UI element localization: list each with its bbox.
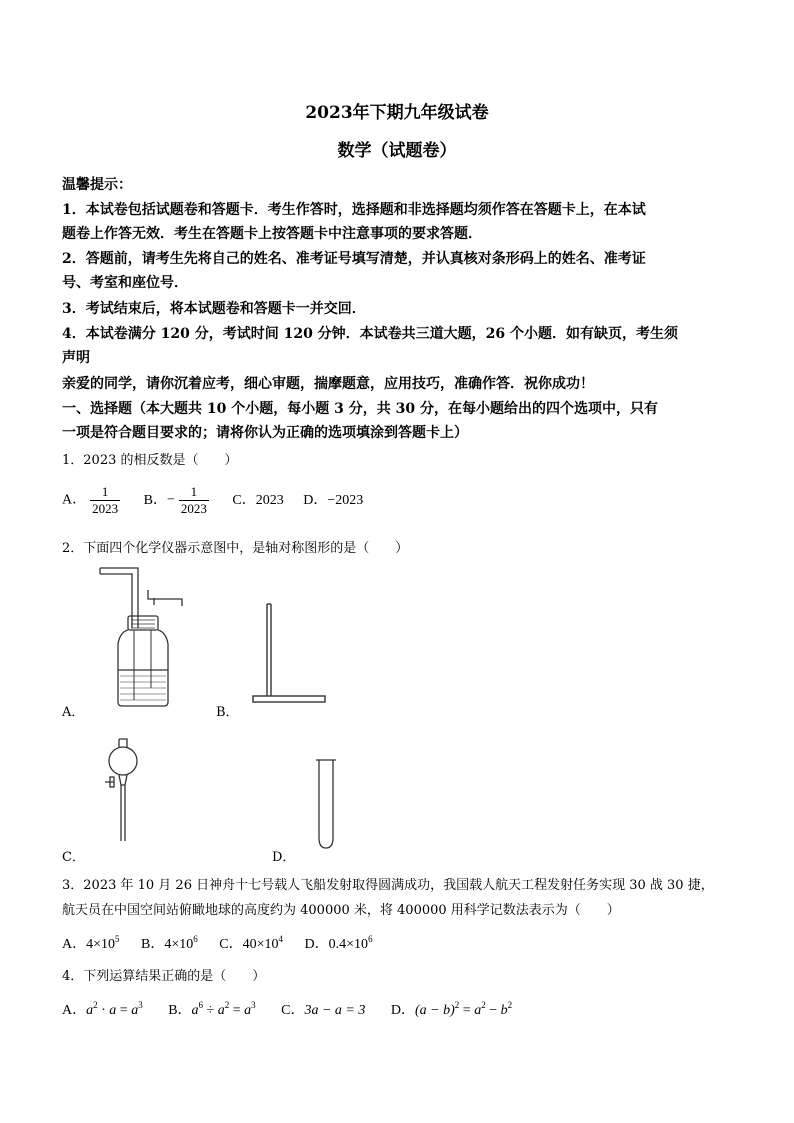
- q3-option-d: D．$0.4\times 10^6$: [304, 934, 373, 952]
- q3-option-c: C．$40\times 10^4$: [219, 934, 284, 952]
- q2-option-a-label: A．: [62, 705, 85, 720]
- q1-option-d: D．−2023: [303, 492, 364, 508]
- exam-subtitle: 数学（试题卷）: [337, 141, 457, 161]
- q3-stem-line-2: 航天员在中国空间站俯瞰地球的高度约为 400000 米，将 400000 用科学记数法表示为（ ）: [62, 903, 620, 918]
- q4-option-c: C．3a − a = 3: [281, 1003, 366, 1018]
- iron-stand-figure: [245, 600, 335, 710]
- section1-heading-line-2: 一项是符合题目要求的；请将你认为正确的选项填涂到答题卡上）: [62, 425, 468, 441]
- tip-2-line-2: 号、考室和座位号．: [62, 275, 188, 291]
- tip-4-line-2: 声明: [62, 350, 90, 366]
- tip-2-line-1: 2．答题前，请考生先将自己的姓名、准考证号填写清楚，并认真核对条形码上的姓名、准考证: [62, 251, 646, 267]
- tip-3: 3．考试结束后，将本试题卷和答题卡一并交回．: [62, 301, 366, 317]
- tip-1-line-1: 1．本试卷包括试题卷和答题卡．考生作答时，选择题和非选择题均须作答在答题卡上，在本试: [62, 202, 646, 218]
- q1-option-c: C．2023: [232, 492, 284, 508]
- q2-option-c-label: C．: [62, 850, 85, 865]
- q4-option-b: B．$a^6 \div a^2 = a^3$: [168, 1000, 256, 1018]
- q4-option-a: A．$a^2 \cdot a = a^3$: [62, 1000, 143, 1018]
- q3-option-a: A．$4\times 10^5$: [62, 934, 120, 952]
- q3-option-b: B．$4\times 10^6$: [141, 934, 198, 952]
- q3-stem-line-1: 3．2023 年 10 月 26 日神舟十七号载人飞船发射取得圆满成功，我国载人航天工程发射任务实现 30 战 30 捷，: [62, 878, 714, 893]
- q2-option-d-label: D．: [272, 850, 296, 865]
- exam-title: 2023年下期九年级试卷: [305, 103, 489, 123]
- q1-option-b-label: B．: [143, 492, 167, 508]
- tip-1-line-2: 题卷上作答无效．考生在答题卡上按答题卡中注意事项的要求答题．: [62, 226, 482, 242]
- separatory-funnel-figure: [100, 737, 150, 847]
- q1-options: [62, 484, 363, 517]
- tip-4-line-1: 4．本试卷满分 120 分，考试时间 120 分钟．本试卷共三道大题，26 个小题．如有缺页，考生须: [62, 326, 679, 342]
- q4-options: [62, 999, 512, 1019]
- q4-option-d: D．$(a - b)^2 = a^2 - b^2$: [390, 1000, 513, 1018]
- test-tube-figure: [312, 756, 342, 851]
- q4-stem: 4．下列运算结果正确的是（ ）: [62, 969, 266, 984]
- section1-heading-line-1: 一、选择题（本大题共 10 个小题，每小题 3 分，共 30 分，在每小题给出的四个选项中，只有: [62, 401, 658, 417]
- gas-washing-bottle-figure: [98, 560, 188, 710]
- greeting: 亲爱的同学，请你沉着应考，细心审题，揣摩题意，应用技巧，准确作答．祝你成功！: [62, 376, 594, 392]
- q1-option-a-fraction: $\frac{1}{2023}$: [92, 484, 119, 516]
- q1-option-a-label: A．: [62, 492, 87, 508]
- q1-option-b-fraction: $\frac{1}{2023}$: [180, 484, 207, 516]
- q2-stem: 2．下面四个化学仪器示意图中，是轴对称图形的是（ ）: [62, 541, 409, 556]
- q2-option-b-label: B．: [216, 705, 239, 720]
- q1-stem: 1．2023 的相反数是（ ）: [62, 453, 238, 468]
- tips-heading: 温馨提示：: [62, 177, 132, 193]
- q1-option-b-sign: −: [166, 492, 175, 508]
- q3-options: [62, 933, 373, 953]
